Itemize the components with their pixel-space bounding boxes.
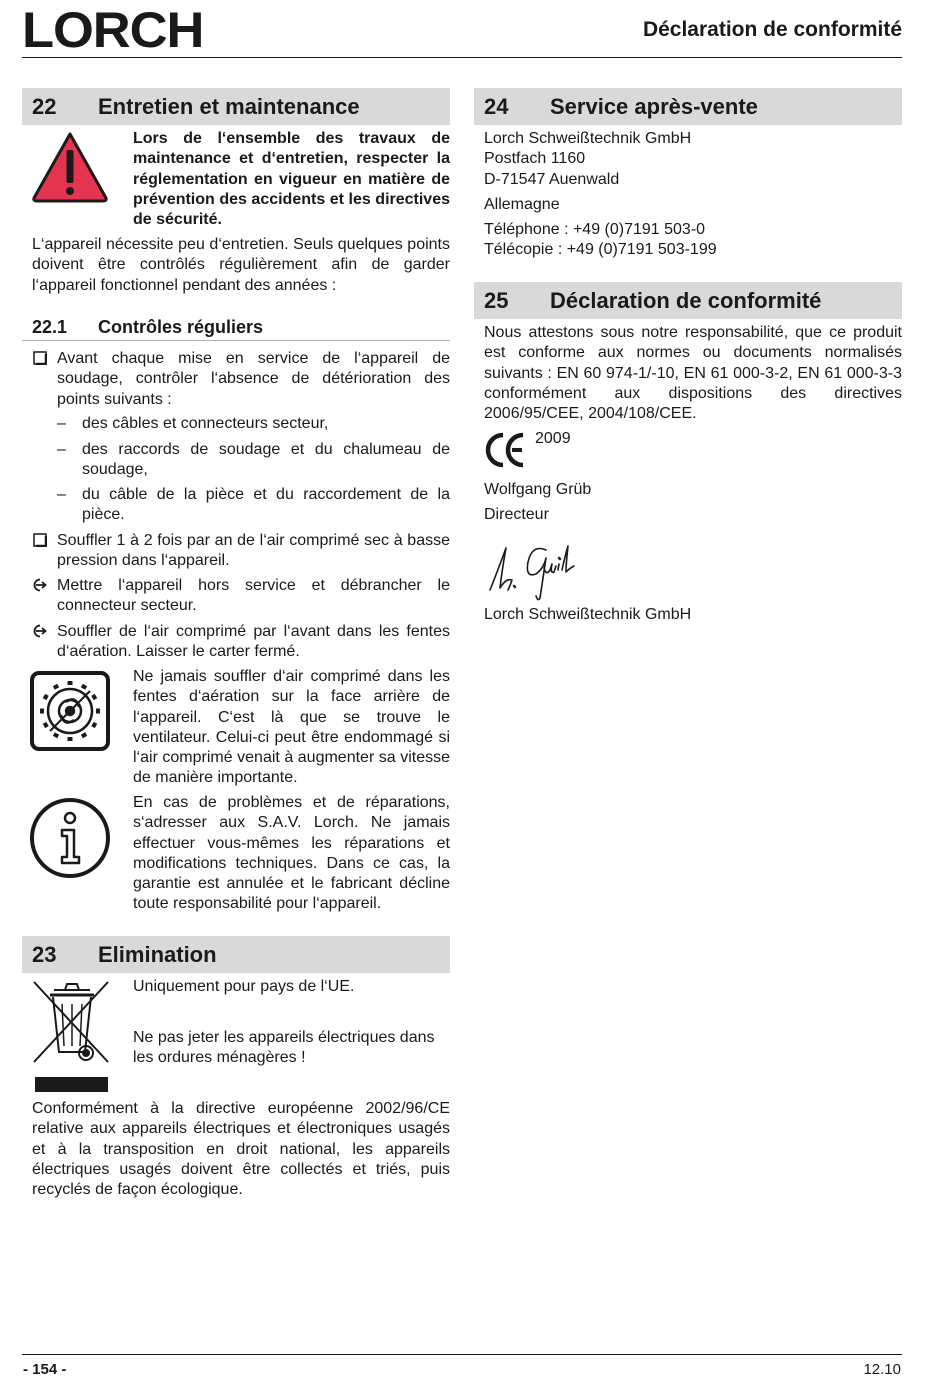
signature-image: [488, 540, 578, 602]
step-arrow-icon: [32, 624, 48, 638]
lorch-logo: LORCH: [22, 2, 204, 58]
section-22-intro: L‘appareil nécessite peu d‘entretien. Seuls quelques points doivent être contrôlés régulièrement afin de garder l‘appareil fonctionnel pendant des années :: [32, 236, 450, 294]
service-postbox: Postfach 1160: [484, 150, 586, 167]
step-2: Souffler de l‘air comprimé par l‘avant dans les fentes d‘aération. Laisser le carter fermé.: [57, 623, 450, 661]
document-date: 12.10: [863, 1361, 901, 1378]
section-25-heading: [474, 282, 902, 319]
service-country: Allemagne: [484, 196, 560, 213]
page-number: - 154 -: [23, 1361, 67, 1378]
fan-damage-icon: [30, 671, 110, 751]
info-icon: [29, 797, 111, 879]
signer-name: Wolfgang Grüb: [484, 481, 592, 498]
step-1: Mettre l‘appareil hors service et débrancher le connecteur secteur.: [57, 577, 450, 615]
weee-bin-icon: [32, 980, 110, 1094]
dash-marker: –: [57, 486, 66, 503]
footer-rule: [22, 1354, 902, 1355]
warning-text: Lors de l‘ensemble des travaux de maintenance et d‘entretien, respecter la réglementation en vigueur en matière de prévention des accidents et les directives de sécurité.: [133, 130, 450, 229]
service-company: Lorch Schweißtechnik GmbH: [484, 130, 692, 147]
section-22-heading: [22, 88, 450, 125]
ce-mark-icon: [484, 431, 526, 469]
subsection-number: 22.1: [32, 317, 68, 337]
subsection-title: Contrôles réguliers: [98, 317, 264, 337]
sub-item-1: des câbles et connecteurs secteur,: [82, 415, 329, 432]
step-arrow-icon: [32, 578, 48, 592]
check-item-2: Souffler 1 à 2 fois par an de l‘air comprimé sec à basse pression dans l‘appareil.: [57, 532, 450, 570]
info-text: En cas de problèmes et de réparations, s‘adresser aux S.A.V. Lorch. Ne jamais effectuer vous-mêmes les réparations et modifications techniques. Dans ce cas, la garantie est annulée et le fabricant décline toute responsabilité pour l‘appareil.: [133, 794, 450, 913]
conformity-body: Nous attestons sous notre responsabilité, que ce produit est conforme aux normes ou documents normalisés suivants : EN 60 974-1/-10, EN 61 000-3-2, EN 61 000-3-3 conformément aux dispositions des directives 2006/95/CEE, 2004/108/CEE.: [484, 324, 902, 423]
section-title: Déclaration de conformité: [550, 288, 822, 313]
section-number: 25: [484, 288, 509, 313]
sub-item-2: des raccords de soudage et du chalumeau de soudage,: [82, 441, 450, 479]
section-title: Elimination: [98, 942, 217, 967]
section-22-1-heading: [22, 314, 460, 340]
sub-item-3: du câble de la pièce et du raccordement de la pièce.: [82, 486, 450, 524]
service-city: D-71547 Auenwald: [484, 171, 620, 188]
elimination-body: Conformément à la directive européenne 2002/96/CE relative aux appareils électriques et électroniques usagés et à la transposition en droit national, les appareils électriques usagés doivent être collectés et triés, puis recyclés de façon écologique.: [32, 1100, 450, 1199]
dash-marker: –: [57, 441, 66, 458]
section-title: Entretien et maintenance: [98, 94, 360, 119]
checkbox-icon: [33, 351, 47, 365]
service-phone: Téléphone : +49 (0)7191 503-0: [484, 221, 706, 238]
section-title: Service après-vente: [550, 94, 758, 119]
check-item-1: Avant chaque mise en service de l‘appareil de soudage, contrôler l‘absence de détérioration des points suivants :: [57, 350, 450, 408]
signer-role: Directeur: [484, 506, 549, 523]
checkbox-icon: [33, 533, 47, 547]
section-24-heading: [474, 88, 902, 125]
page-header-title: Déclaration de conformité: [642, 18, 902, 41]
signer-company: Lorch Schweißtechnik GmbH: [484, 606, 692, 623]
fan-warning-text: Ne jamais souffler d‘air comprimé dans les fentes d‘aération sur la face arrière de l‘appareil. C‘est là que se trouve le ventilateur. Celui-ci peut être endommagé si l‘air comprimé venait à augmenter sa vitesse de manière importante.: [133, 668, 450, 787]
elimination-eu-only: Uniquement pour pays de l‘UE.: [133, 978, 355, 995]
section-number: 24: [484, 94, 509, 119]
section-number: 22: [32, 94, 57, 119]
subsection-rule: [22, 340, 450, 341]
dash-marker: –: [57, 415, 66, 432]
elimination-warning: Ne pas jeter les appareils électriques dans les ordures ménagères !: [133, 1029, 435, 1067]
section-number: 23: [32, 942, 57, 967]
warning-triangle-icon: [30, 130, 110, 204]
header-rule: [22, 57, 902, 58]
service-fax: Télécopie : +49 (0)7191 503-199: [484, 241, 717, 258]
section-23-heading: [22, 936, 450, 973]
ce-year: 2009: [535, 430, 571, 447]
